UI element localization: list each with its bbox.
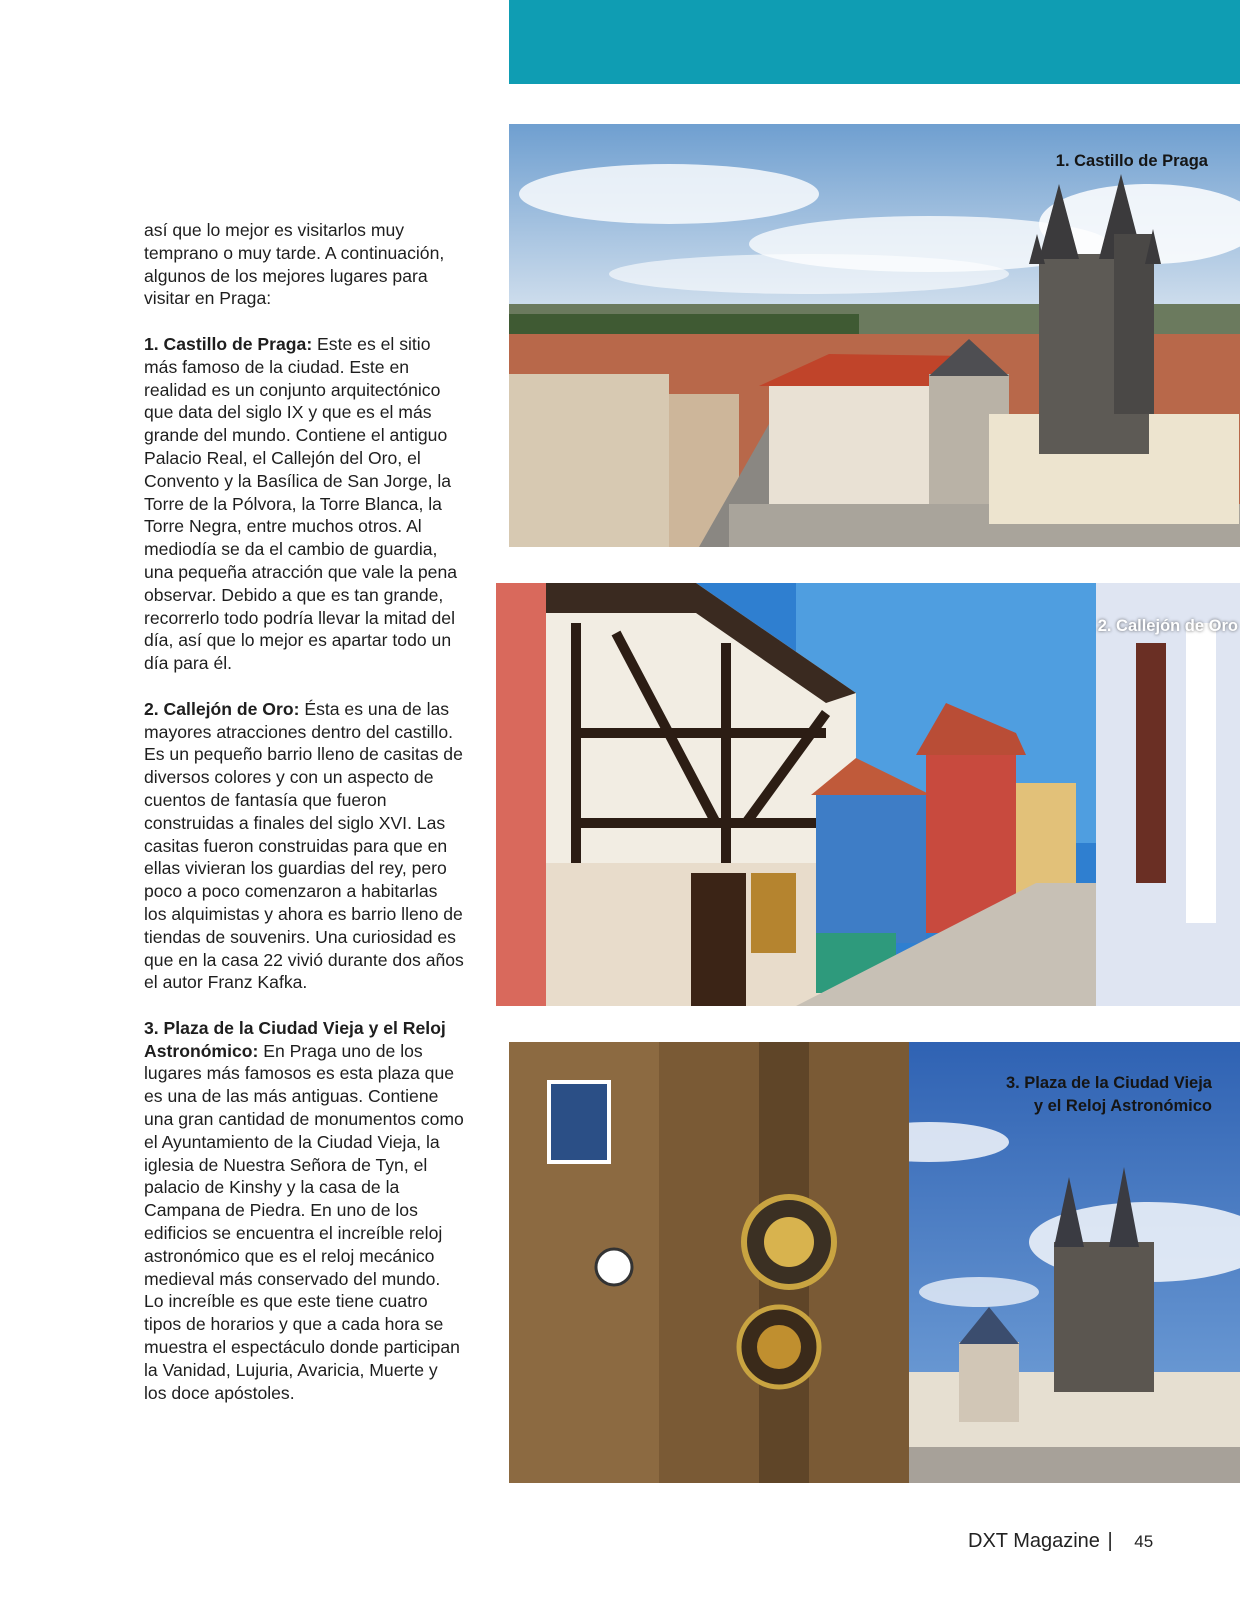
section-body: Este es el sitio más famoso de la ciudad. Este en realidad es un conjunto arquitectónico que data del siglo IX y que es el más grande del mundo. Contiene el antiguo Palacio Real, el Callejón del Oro, el Convento y la Basílica de San Jorge, la Torre de la Pólvora, la Torre Blanca, la Torre Negra, entre muchos otros. Al mediodía se da el cambio de guardia, una pequeña atracción que vale la pena observar. Debido a que es tan grande, recorrerlo todo podría llevar la mitad del día, así que lo mejor es apartar todo un día para él.	[144, 333, 458, 674]
page-footer	[968, 1530, 1153, 1553]
page-number: 45	[1134, 1532, 1154, 1551]
section-body: En Praga uno de los lugares más famosos es esta plaza que es una de las más antiguas. Contiene una gran cantidad de monumentos como el Ayuntamiento de la Ciudad Vieja, la iglesia de Nuestra Señora de Tyn, el palacio de Kinshy y la casa de la Campana de Piedra. En uno de los edificios se encuentra el increíble reloj astronómico que es el reloj mecánico medieval más conservado del mundo. Lo increíble es que este tiene cuatro tipos de horarios y que a cada hora se muestra el espectáculo donde participan la Vanidad, Lujuria, Avaricia, Muerte y los doce apóstoles.	[144, 1040, 464, 1403]
photo-callejon	[496, 583, 1240, 1006]
caption-line: 3. Plaza de la Ciudad Vieja	[1005, 1074, 1212, 1092]
castle-panorama-image	[509, 124, 1240, 547]
caption-line: 1. Castillo de Praga	[1055, 152, 1208, 170]
photo-caption	[1098, 615, 1238, 638]
caption-line: 2. Callejón de Oro	[1097, 617, 1238, 635]
footer-separator: |	[1107, 1530, 1113, 1552]
section-plaza	[144, 1017, 464, 1405]
section-body: Ésta es una de las mayores atracciones dentro del castillo. Es un pequeño barrio lleno de casitas de diversos colores y con un aspecto de cuentos de fantasía que fueron construidas a finales del siglo XVI. Las casitas fueron construidas para que en ellas vivieran los guardias del rey, pero poco a poco comenzaron a habitarlas los alquimistas y ahora es barrio lleno de tiendas de souvenirs. Una curiosidad es que en la casa 22 vivió durante dos años el autor Franz Kafka.	[144, 698, 464, 993]
accent-bar	[509, 0, 1240, 84]
section-callejon	[144, 698, 464, 994]
section-castillo	[144, 333, 464, 675]
photo-plaza	[509, 1042, 1240, 1483]
caption-line: y el Reloj Astronómico	[1033, 1097, 1212, 1115]
intro-paragraph: así que lo mejor es visitarlos muy temprano o muy tarde. A continuación, algunos de los mejores lugares para visitar en Praga:	[144, 220, 445, 309]
section-heading: 1. Castillo de Praga:	[144, 333, 313, 354]
section-heading: 2. Callejón de Oro:	[144, 698, 300, 719]
article-text	[144, 219, 464, 1427]
photo-caption	[1006, 1072, 1212, 1118]
photo-castillo	[509, 124, 1240, 547]
magazine-name: DXT Magazine	[968, 1530, 1100, 1552]
section-heading: 3. Plaza de la Ciudad Vieja y el Reloj Astronómico:	[144, 1017, 446, 1061]
golden-lane-image	[496, 583, 1240, 1006]
photo-caption	[1056, 150, 1208, 173]
